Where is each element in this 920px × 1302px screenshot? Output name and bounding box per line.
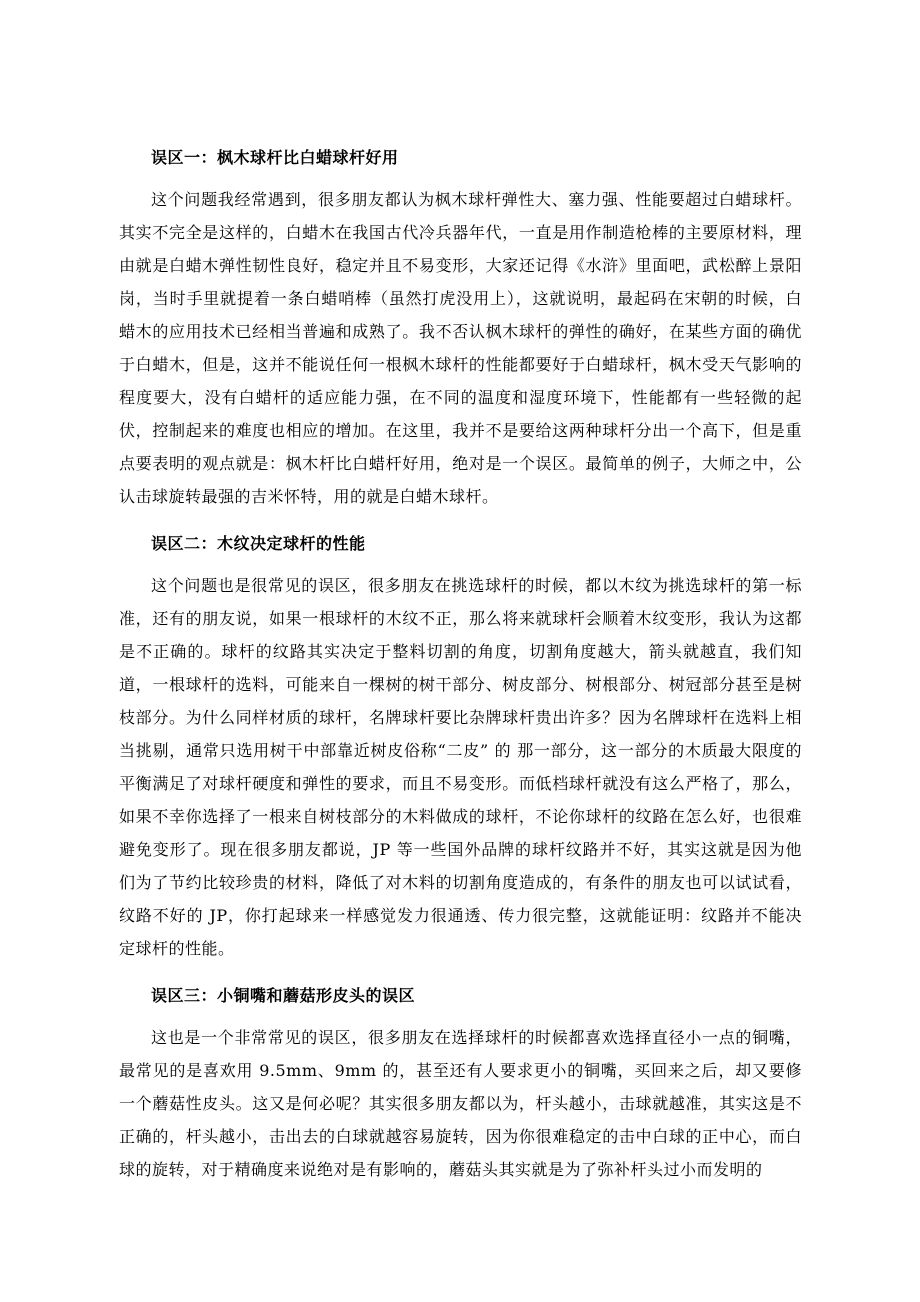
section-2-paragraph: 这个问题也是很常见的误区，很多朋友在挑选球杆的时候，都以木纹为挑选球杆的第一标准，还有的朋友说，如果一根球杆的木纹不正，那么将来就球杆会顺着木纹变形，我认为这都是不正确的。球杆的纹路其实决定于整料切割的角度，切割角度越大，箭头就越直，我们知道，一根球杆的选料，可能来自一棵树的树干部分、树皮部分、树根部分、树冠部分甚至是树枝部分。为什么同样材质的球杆，名牌球杆要比杂牌球杆贵出许多？因为名牌球杆在选料上相当挑剔，通常只选用树干中部靠近树皮俗称“二皮” 的 那一部分，这一部分的木质最大限度的平衡满足了对球杆硬度和弹性的要求，而且不易变形。而低档球杆就没有这么严格了，那么，如果不幸你选择了一根来自树枝部分的木料做成的球杆，不论你球杆的纹路在怎么好，也很难避免变形了。现在很多朋友都说，JP 等一些国外品牌的球杆纹路并不好，其实这就是因为他们为了节约比较珍贵的材料，降低了对木料的切割角度造成的，有条件的朋友也可以试试看，纹路不好的 JP，你打起球来一样感觉发力很通透、传力很完整，这就能证明：纹路并不能决定球杆的性能。 [119,576,802,958]
section-1-paragraph: 这个问题我经常遇到，很多朋友都认为枫木球杆弹性大、塞力强、性能要超过白蜡球杆。其实不完全是这样的，白蜡木在我国古代冷兵器年代，一直是用作制造枪棒的主要原材料，理由就是白蜡木弹性韧性良好，稳定并且不易变形，大家还记得《水浒》里面吧，武松醉上景阳岗，当时手里就提着一条白蜡哨棒（虽然打虎没用上），这就说明，最起码在宋朝的时候，白蜡木的应用技术已经相当普遍和成熟了。我不否认枫木球杆的弹性的确好，在某些方面的确优于白蜡木，但是，这并不能说任何一根枫木球杆的性能都要好于白蜡球杆，枫木受天气影响的程度要大，没有白蜡杆的适应能力强，在不同的温度和湿度环境下，性能都有一些轻微的起伏，控制起来的难度也相应的增加。在这里，我并不是要给这两种球杆分出一个高下，但是重点要表明的观点就是：枫木杆比白蜡杆好用，绝对是一个误区。最简单的例子，大师之中，公认击球旋转最强的吉米怀特，用的就是白蜡木球杆。 [119,190,802,506]
section-1-heading: 误区一：枫木球杆比白蜡球杆好用 [151,148,399,167]
section-misconception-1 [119,141,802,513]
section-3-heading: 误区三：小铜嘴和蘑菇形皮头的误区 [151,986,416,1005]
section-misconception-2 [119,527,802,965]
section-3-paragraph: 这也是一个非常常见的误区，很多朋友在选择球杆的时候都喜欢选择直径小一点的铜嘴，最常见的是喜欢用 9.5mm、9mm 的，甚至还有人要求更小的铜嘴，买回来之后，却又要修一个蘑菇性皮头。这又是何必呢？其实很多朋友都以为，杆头越小，击球就越准，其实这是不正确的，杆头越小，击出去的白球就越容易旋转，因为你很难稳定的击中白球的正中心，而白球的旋转，对于精确度来说绝对是有影响的，蘑菇头其实就是为了弥补杆头过小而发明的 [119,1028,802,1179]
section-2-heading: 误区二：木纹决定球杆的性能 [151,534,366,553]
section-misconception-3 [119,979,802,1186]
